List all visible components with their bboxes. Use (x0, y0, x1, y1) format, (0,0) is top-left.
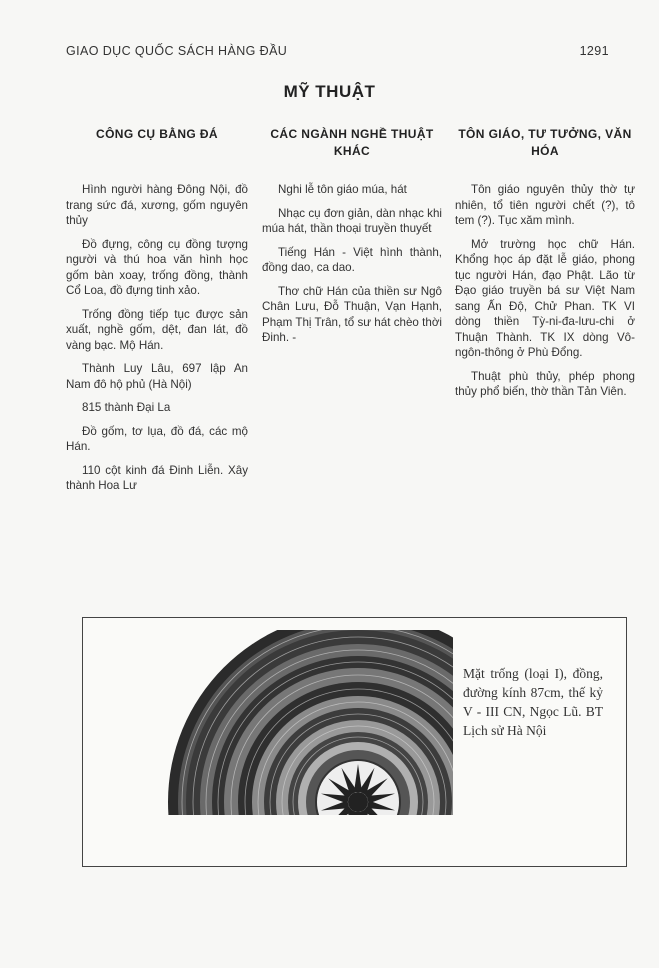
column-paragraph: Tiếng Hán - Việt hình thành, đồng dao, ca dao. (262, 245, 442, 274)
column-heading: TÔN GIÁO, TƯ TƯỞNG, VĂN HÓA (458, 127, 632, 158)
figure-caption: Mặt trống (loại I), đồng, đường kính 87cm, thế kỷ V - III CN, Ngọc Lũ. BT Lịch sử Hà Nội (463, 666, 603, 738)
column-stone-tools (66, 126, 248, 502)
column-heading: CÔNG CỤ BẰNG ĐÁ (96, 127, 218, 141)
column-paragraph: Trống đồng tiếp tục được sản xuất, nghề gốm, dệt, đan lát, đồ vàng bạc. Mộ Hán. (66, 307, 248, 352)
page-number: 1291 (579, 44, 609, 58)
column-religion-culture (455, 126, 635, 408)
figure-box (82, 617, 627, 867)
column-paragraph: Đồ gốm, tơ lụa, đồ đá, các mộ Hán. (66, 424, 248, 453)
column-paragraph: 110 cột kinh đá Đinh Liễn. Xây thành Hoa Lư (66, 463, 248, 492)
column-other-arts (262, 126, 442, 354)
column-paragraph: Nhạc cụ đơn giản, dàn nhạc khi múa hát, thần thoại truyền thuyết (262, 206, 442, 235)
column-paragraph: Đồ đựng, công cụ đồng tượng người và thú hoa văn hình học gốm bàn xoay, trống đồng, thành Cổ Loa, đồ đựng tinh xảo. (66, 237, 248, 297)
column-paragraph: Mở trường học chữ Hán. Khổng học áp đặt lễ giáo, phong tục người Hán, đạo Phật. Lão từ Đạo giáo truyền bá sư Việt Nam sang Ấn Độ, Chử Phan. TK VI dòng thiền Tỳ-ni-đa-lưu-chi ở Thuận Thành. TK IX dòng Vô-ngôn-thông ở Phù Đổng. (455, 237, 635, 359)
column-paragraph: Thuật phù thủy, phép phong thủy phổ biến, thờ thần Tản Viên. (455, 369, 635, 398)
column-paragraph: 815 thành Đại La (82, 401, 171, 414)
section-title: MỸ THUẬT (283, 82, 376, 101)
running-title: GIAO DỤC QUỐC SÁCH HÀNG ĐẦU (66, 44, 288, 58)
column-paragraph: Thành Luy Lâu, 697 lập An Nam đô hộ phủ (Hà Nội) (66, 362, 248, 391)
running-head (66, 44, 609, 58)
column-paragraph: Hình người hàng Đông Nội, đồ trang sức đá, xương, gốm nguyên thủy (66, 183, 248, 227)
column-paragraph: Thơ chữ Hán của thiền sư Ngô Chân Lưu, Đỗ Thuận, Vạn Hạnh, Phạm Thị Trân, tổ sư hát chèo thời Đinh. - (262, 284, 442, 344)
column-paragraph: Nghi lễ tôn giáo múa, hát (278, 183, 407, 196)
bronze-drum-illustration (123, 630, 453, 860)
column-heading: CÁC NGÀNH NGHỀ THUẬT KHÁC (270, 127, 434, 158)
column-paragraph: Tôn giáo nguyên thủy thờ tự nhiên, tổ tiên người chết (?), tô tem (?). Tục xăm mình. (455, 183, 635, 227)
